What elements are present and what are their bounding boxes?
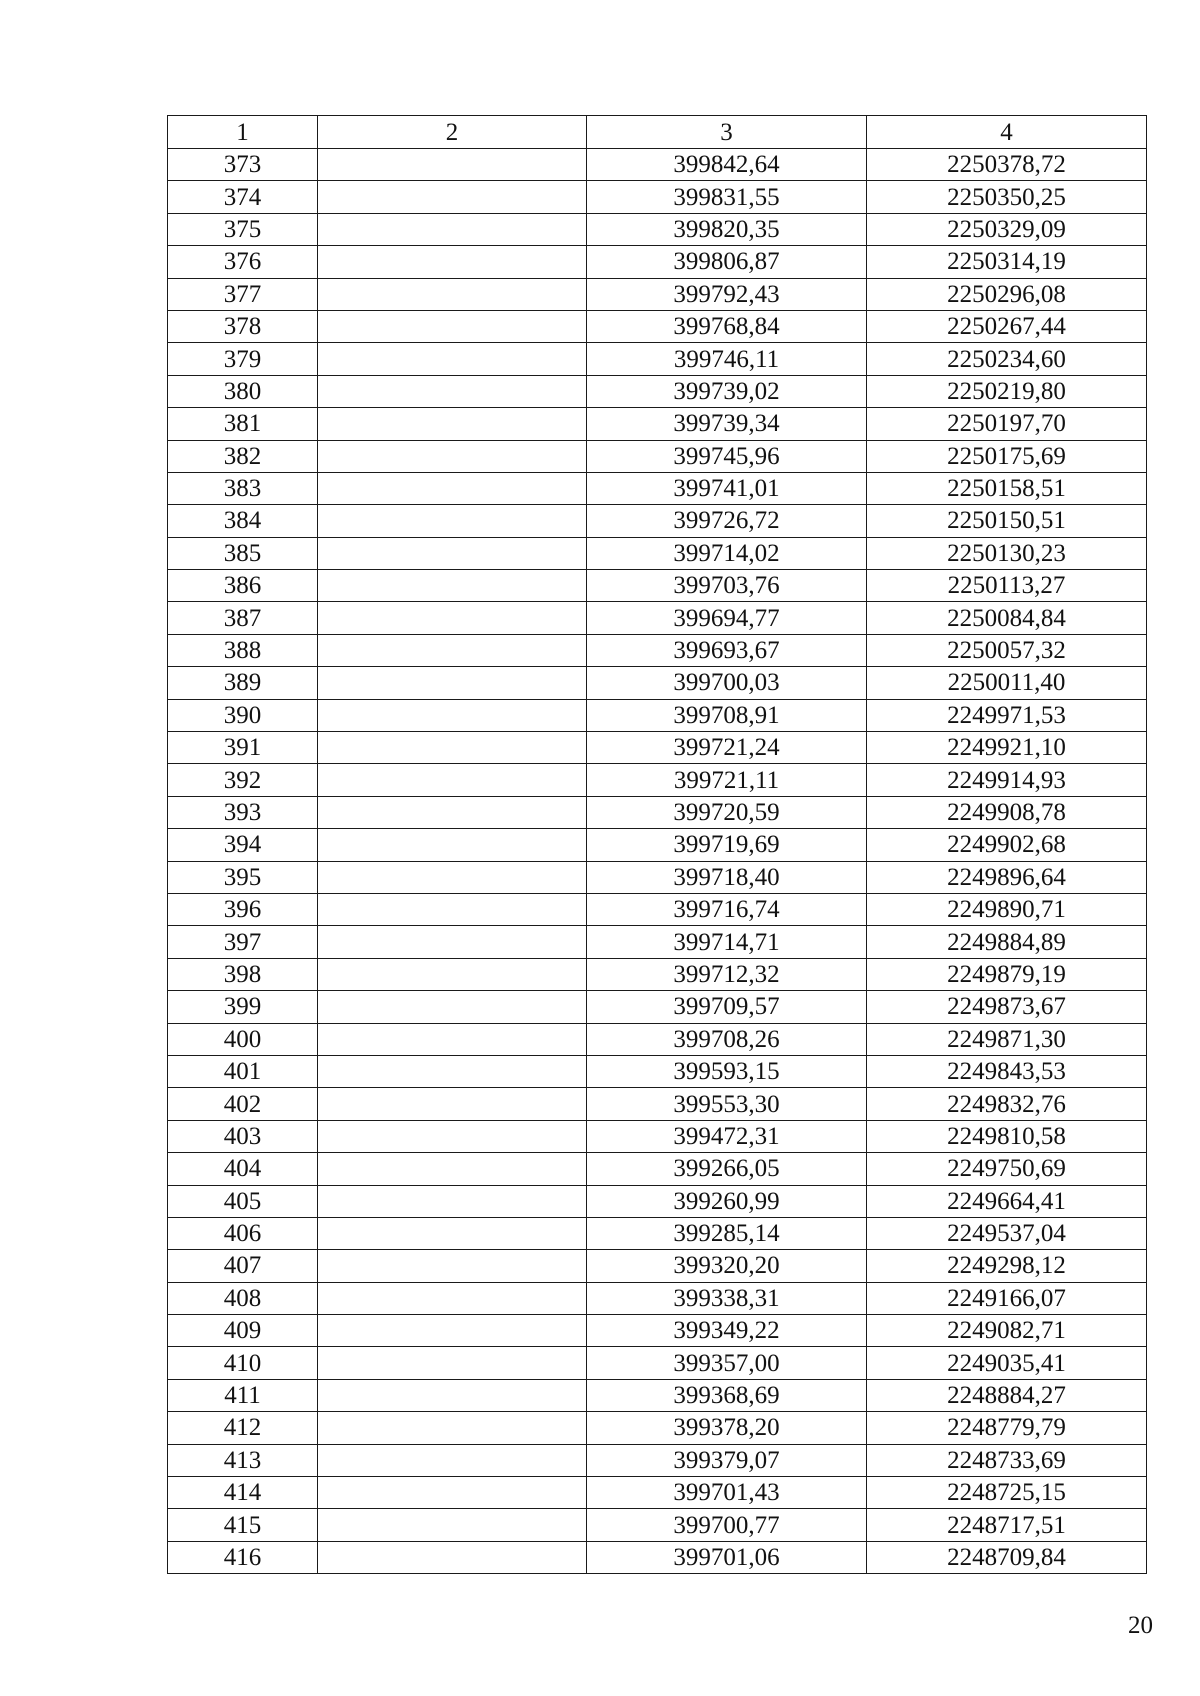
table-cell-col-1: 404 [168,1153,318,1185]
table-cell-col-3: 399720,59 [587,796,867,828]
table-cell-col-2 [318,699,587,731]
table-cell-col-2 [318,1185,587,1217]
table-cell-col-1: 405 [168,1185,318,1217]
table-cell-col-2 [318,991,587,1023]
table-cell-col-2 [318,570,587,602]
table-cell-col-3: 399378,20 [587,1412,867,1444]
table-cell-col-3: 399349,22 [587,1315,867,1347]
table-cell-col-3: 399266,05 [587,1153,867,1185]
table-cell-col-4: 2248884,27 [867,1379,1147,1411]
table-cell-col-3: 399700,03 [587,667,867,699]
table-cell-col-1: 381 [168,408,318,440]
table-row [168,149,1147,181]
table-cell-col-1: 396 [168,893,318,925]
table-cell-col-1: 415 [168,1509,318,1541]
table-row [168,1347,1147,1379]
table-cell-col-3: 399745,96 [587,440,867,472]
table-cell-col-3: 399701,06 [587,1541,867,1573]
table-cell-col-3: 399701,43 [587,1477,867,1509]
header-cell-3: 3 [587,116,867,149]
table-cell-col-4: 2249921,10 [867,732,1147,764]
table-cell-col-1: 411 [168,1379,318,1411]
table-cell-col-1: 412 [168,1412,318,1444]
table-cell-col-1: 413 [168,1444,318,1476]
table-cell-col-3: 399708,91 [587,699,867,731]
table-cell-col-2 [318,764,587,796]
table-cell-col-2 [318,1023,587,1055]
table-row [168,1477,1147,1509]
table-cell-col-4: 2249843,53 [867,1055,1147,1087]
table-cell-col-4: 2249896,64 [867,861,1147,893]
table-row [168,408,1147,440]
table-row [168,1023,1147,1055]
table-row [168,213,1147,245]
table-cell-col-4: 2249664,41 [867,1185,1147,1217]
table-cell-col-2 [318,1509,587,1541]
table-cell-col-1: 406 [168,1217,318,1249]
table-cell-col-2 [318,667,587,699]
table-cell-col-4: 2249166,07 [867,1282,1147,1314]
table-cell-col-1: 379 [168,343,318,375]
table-cell-col-3: 399721,11 [587,764,867,796]
table-row [168,861,1147,893]
coordinates-table-container [167,115,1146,1574]
table-cell-col-4: 2248725,15 [867,1477,1147,1509]
table-row [168,699,1147,731]
table-row [168,602,1147,634]
table-row [168,1444,1147,1476]
table-row [168,1055,1147,1087]
table-cell-col-3: 399842,64 [587,149,867,181]
table-cell-col-1: 394 [168,829,318,861]
table-cell-col-2 [318,505,587,537]
table-cell-col-3: 399553,30 [587,1088,867,1120]
table-row [168,796,1147,828]
table-cell-col-2 [318,440,587,472]
table-cell-col-3: 399721,24 [587,732,867,764]
table-cell-col-4: 2249914,93 [867,764,1147,796]
table-cell-col-3: 399831,55 [587,181,867,213]
table-cell-col-3: 399820,35 [587,213,867,245]
table-row [168,181,1147,213]
table-cell-col-2 [318,375,587,407]
table-row [168,1412,1147,1444]
table-cell-col-4: 2249884,89 [867,926,1147,958]
table-cell-col-2 [318,1120,587,1152]
table-cell-col-2 [318,246,587,278]
table-row [168,278,1147,310]
table-cell-col-2 [318,1444,587,1476]
table-cell-col-1: 390 [168,699,318,731]
table-cell-col-2 [318,1282,587,1314]
table-cell-col-4: 2249871,30 [867,1023,1147,1055]
table-row [168,310,1147,342]
table-cell-col-3: 399260,99 [587,1185,867,1217]
table-cell-col-2 [318,408,587,440]
table-cell-col-4: 2250267,44 [867,310,1147,342]
table-cell-col-4: 2249082,71 [867,1315,1147,1347]
table-cell-col-4: 2250057,32 [867,634,1147,666]
table-cell-col-3: 399693,67 [587,634,867,666]
table-cell-col-3: 399768,84 [587,310,867,342]
table-cell-col-1: 375 [168,213,318,245]
table-cell-col-4: 2249873,67 [867,991,1147,1023]
table-cell-col-2 [318,1541,587,1573]
table-cell-col-1: 397 [168,926,318,958]
table-cell-col-2 [318,181,587,213]
table-cell-col-1: 388 [168,634,318,666]
table-cell-col-1: 400 [168,1023,318,1055]
table-cell-col-3: 399806,87 [587,246,867,278]
table-cell-col-1: 385 [168,537,318,569]
table-cell-col-3: 399472,31 [587,1120,867,1152]
table-cell-col-1: 416 [168,1541,318,1573]
table-cell-col-1: 373 [168,149,318,181]
table-cell-col-4: 2250130,23 [867,537,1147,569]
table-row [168,958,1147,990]
table-cell-col-4: 2250011,40 [867,667,1147,699]
table-cell-col-4: 2250113,27 [867,570,1147,602]
table-row [168,570,1147,602]
table-row [168,1509,1147,1541]
table-cell-col-3: 399726,72 [587,505,867,537]
table-row [168,1541,1147,1573]
table-cell-col-4: 2250084,84 [867,602,1147,634]
coordinates-table [167,115,1147,1574]
table-cell-col-4: 2250378,72 [867,149,1147,181]
table-cell-col-1: 414 [168,1477,318,1509]
table-cell-col-1: 410 [168,1347,318,1379]
table-cell-col-3: 399718,40 [587,861,867,893]
table-cell-col-1: 387 [168,602,318,634]
table-cell-col-1: 380 [168,375,318,407]
table-cell-col-4: 2249902,68 [867,829,1147,861]
table-cell-col-1: 382 [168,440,318,472]
table-row [168,1120,1147,1152]
table-cell-col-1: 376 [168,246,318,278]
table-cell-col-3: 399792,43 [587,278,867,310]
table-cell-col-2 [318,958,587,990]
table-row [168,764,1147,796]
table-cell-col-1: 408 [168,1282,318,1314]
table-row [168,505,1147,537]
table-row [168,1088,1147,1120]
table-cell-col-3: 399338,31 [587,1282,867,1314]
header-cell-1: 1 [168,116,318,149]
table-row [168,732,1147,764]
table-cell-col-4: 2250175,69 [867,440,1147,472]
table-cell-col-3: 399368,69 [587,1379,867,1411]
page-number: 20 [1128,1612,1153,1639]
table-cell-col-1: 409 [168,1315,318,1347]
table-cell-col-3: 399716,74 [587,893,867,925]
table-row [168,1282,1147,1314]
table-cell-col-2 [318,278,587,310]
table-cell-col-3: 399712,32 [587,958,867,990]
table-cell-col-4: 2249537,04 [867,1217,1147,1249]
table-header-row [168,116,1147,149]
header-cell-2: 2 [318,116,587,149]
table-cell-col-3: 399719,69 [587,829,867,861]
table-row [168,926,1147,958]
table-cell-col-2 [318,1412,587,1444]
table-cell-col-2 [318,310,587,342]
table-cell-col-3: 399739,02 [587,375,867,407]
table-row [168,991,1147,1023]
table-cell-col-2 [318,1315,587,1347]
table-cell-col-4: 2248709,84 [867,1541,1147,1573]
table-cell-col-4: 2248779,79 [867,1412,1147,1444]
table-row [168,1315,1147,1347]
table-cell-col-2 [318,602,587,634]
table-cell-col-3: 399714,02 [587,537,867,569]
table-cell-col-1: 383 [168,472,318,504]
table-cell-col-3: 399379,07 [587,1444,867,1476]
table-cell-col-1: 384 [168,505,318,537]
table-cell-col-2 [318,1153,587,1185]
table-cell-col-4: 2250314,19 [867,246,1147,278]
table-cell-col-4: 2250234,60 [867,343,1147,375]
table-row [168,1217,1147,1249]
table-row [168,1250,1147,1282]
table-cell-col-2 [318,1217,587,1249]
table-cell-col-2 [318,1379,587,1411]
table-cell-col-4: 2249832,76 [867,1088,1147,1120]
table-body [168,149,1147,1574]
table-row [168,1379,1147,1411]
table-cell-col-1: 389 [168,667,318,699]
table-cell-col-1: 402 [168,1088,318,1120]
table-cell-col-2 [318,213,587,245]
table-cell-col-4: 2250350,25 [867,181,1147,213]
table-cell-col-3: 399741,01 [587,472,867,504]
table-cell-col-1: 377 [168,278,318,310]
table-cell-col-3: 399746,11 [587,343,867,375]
table-cell-col-2 [318,1055,587,1087]
table-cell-col-3: 399357,00 [587,1347,867,1379]
table-cell-col-1: 393 [168,796,318,828]
table-cell-col-2 [318,1250,587,1282]
table-cell-col-4: 2250158,51 [867,472,1147,504]
table-cell-col-1: 386 [168,570,318,602]
table-cell-col-3: 399285,14 [587,1217,867,1249]
table-cell-col-4: 2248733,69 [867,1444,1147,1476]
table-cell-col-1: 374 [168,181,318,213]
table-cell-col-2 [318,926,587,958]
table-cell-col-2 [318,1477,587,1509]
table-row [168,537,1147,569]
table-cell-col-3: 399700,77 [587,1509,867,1541]
table-row [168,375,1147,407]
table-cell-col-4: 2250329,09 [867,213,1147,245]
table-cell-col-2 [318,829,587,861]
table-cell-col-2 [318,343,587,375]
table-cell-col-1: 391 [168,732,318,764]
table-row [168,1185,1147,1217]
table-cell-col-1: 395 [168,861,318,893]
table-cell-col-4: 2249890,71 [867,893,1147,925]
table-cell-col-1: 378 [168,310,318,342]
header-cell-4: 4 [867,116,1147,149]
table-cell-col-3: 399708,26 [587,1023,867,1055]
table-cell-col-4: 2249810,58 [867,1120,1147,1152]
table-cell-col-4: 2249750,69 [867,1153,1147,1185]
table-row [168,829,1147,861]
table-row [168,667,1147,699]
table-cell-col-4: 2249035,41 [867,1347,1147,1379]
table-cell-col-1: 398 [168,958,318,990]
table-cell-col-3: 399703,76 [587,570,867,602]
table-cell-col-3: 399709,57 [587,991,867,1023]
table-cell-col-4: 2249908,78 [867,796,1147,828]
table-cell-col-4: 2250150,51 [867,505,1147,537]
table-row [168,246,1147,278]
table-cell-col-1: 392 [168,764,318,796]
table-cell-col-4: 2250219,80 [867,375,1147,407]
table-cell-col-4: 2250296,08 [867,278,1147,310]
table-row [168,472,1147,504]
table-cell-col-3: 399694,77 [587,602,867,634]
table-row [168,440,1147,472]
table-cell-col-4: 2250197,70 [867,408,1147,440]
table-cell-col-2 [318,1088,587,1120]
table-cell-col-2 [318,472,587,504]
table-cell-col-4: 2249879,19 [867,958,1147,990]
table-row [168,634,1147,666]
table-cell-col-2 [318,1347,587,1379]
table-cell-col-1: 407 [168,1250,318,1282]
table-cell-col-2 [318,634,587,666]
table-row [168,343,1147,375]
table-cell-col-2 [318,149,587,181]
table-cell-col-3: 399593,15 [587,1055,867,1087]
table-cell-col-3: 399739,34 [587,408,867,440]
table-row [168,1153,1147,1185]
table-row [168,893,1147,925]
table-cell-col-2 [318,537,587,569]
table-cell-col-1: 401 [168,1055,318,1087]
table-cell-col-1: 403 [168,1120,318,1152]
table-cell-col-2 [318,732,587,764]
table-cell-col-4: 2249298,12 [867,1250,1147,1282]
table-cell-col-2 [318,861,587,893]
table-cell-col-3: 399714,71 [587,926,867,958]
table-cell-col-3: 399320,20 [587,1250,867,1282]
table-cell-col-2 [318,796,587,828]
table-cell-col-4: 2248717,51 [867,1509,1147,1541]
table-cell-col-2 [318,893,587,925]
table-cell-col-4: 2249971,53 [867,699,1147,731]
table-cell-col-1: 399 [168,991,318,1023]
